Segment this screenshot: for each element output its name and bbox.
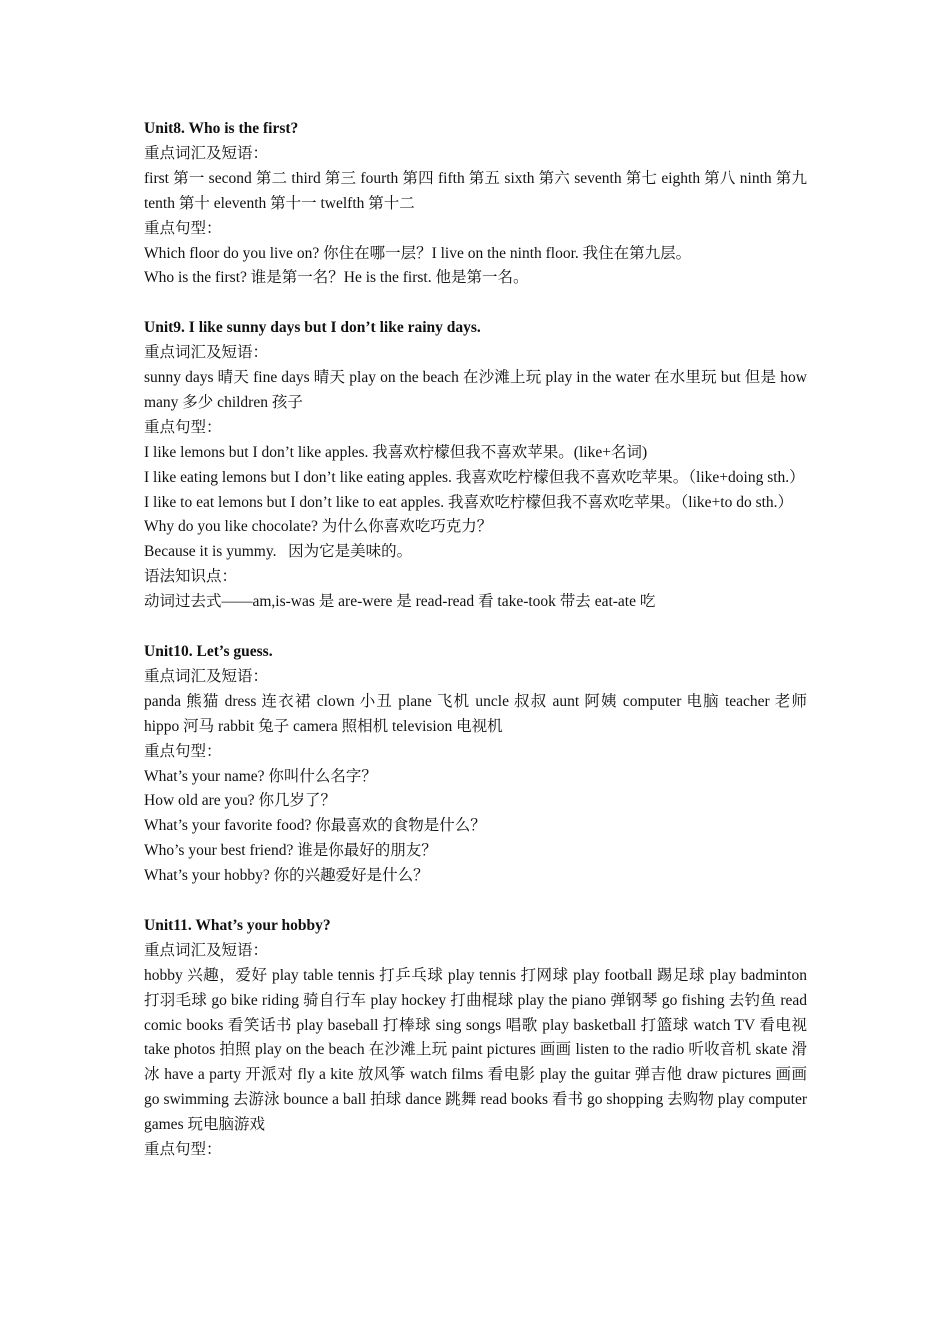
unit10-sentence: What’s your hobby? 你的兴趣爱好是什么？ — [144, 867, 429, 885]
unit8-vocab: first 第一 second 第二 third 第三 fourth 第四 fifth 第五 sixth 第六 seventh 第七 eighth 第八 ninth 第九 tenth 第十 eleventh 第十一 twelfth 第十二 — [144, 169, 807, 212]
unit11-vocab: hobby 兴趣，爱好 play table tennis 打乒乓球 play tennis 打网球 play football 踢足球 play badminton 打羽毛球 go bike riding 骑自行车 play hockey 打曲棍球 play the piano 弹钢琴 go fishing 去钓鱼 read comic books 看笑话书 play baseball 打棒球 sing songs 唱歌 play basketball 打篮球 watch TV 看电视 take photos 拍照 play on the beach 在沙滩上玩 paint pictures 画画 listen to the radio 听收音机 skate 滑冰 have a party 开派对 fly a kite 放风筝 watch films 看电影 play the guitar 弹吉他 draw pictures 画画 go swimming 去游泳 bounce a ball 拍球 dance 跳舞 read books 看书 go shopping 去购物 play computer games 玩电脑游戏 — [144, 966, 807, 1134]
unit9-title: Unit9. I like sunny days but I don’t like rainy days. — [144, 319, 481, 337]
unit9-sentence: I like eating lemons but I don’t like eating apples. 我喜欢吃柠檬但我不喜欢吃苹果。（like+doing sth.） — [144, 468, 805, 486]
grammar-item: are-were 是 — [338, 593, 412, 611]
grammar-item: read-read 看 — [415, 593, 494, 611]
unit9-sentence: Because it is yummy. 因为它是美味的。 — [144, 543, 413, 561]
unit8-sentence: Who is the first? 谁是第一名？He is the first. 他是第一名。 — [144, 269, 529, 287]
unit10-sentence-heading: 重点句型： — [144, 742, 222, 760]
document-page — [144, 117, 807, 1163]
unit11-vocab-heading: 重点词汇及短语： — [144, 941, 269, 959]
grammar-item: take-took 带去 — [497, 593, 591, 611]
unit9-sentence: I like lemons but I don’t like apples. 我喜欢柠檬但我不喜欢苹果。(like+名词) — [144, 443, 648, 461]
unit8-title: Unit8. Who is the first? — [144, 120, 299, 137]
unit8-vocab-heading: 重点词汇及短语： — [144, 144, 269, 162]
grammar-item: eat-ate 吃 — [594, 593, 656, 611]
spacer — [144, 615, 807, 640]
grammar-item: 动词过去式——am,is-was 是 — [144, 593, 335, 611]
unit8-sentence-heading: 重点句型： — [144, 219, 222, 237]
unit10-sentence: What’s your name? 你叫什么名字？ — [144, 767, 377, 785]
unit11-sentence-heading: 重点句型： — [144, 1141, 222, 1159]
spacer — [144, 889, 807, 914]
unit10-title: Unit10. Let’s guess. — [144, 643, 273, 660]
unit10-vocab-heading: 重点词汇及短语： — [144, 667, 269, 685]
unit9-grammar-heading: 语法知识点： — [144, 568, 238, 586]
unit8-sentence: Which floor do you live on? 你住在哪一层？I live on the ninth floor. 我住在第九层。 — [144, 244, 692, 262]
unit10-vocab: panda 熊猫 dress 连衣裙 clown 小丑 plane 飞机 uncle 叔叔 aunt 阿姨 computer 电脑 teacher 老师 hippo 河马 rabbit 兔子 camera 照相机 television 电视机 — [144, 692, 807, 735]
unit9-vocab: sunny days 晴天 fine days 晴天 play on the beach 在沙滩上玩 play in the water 在水里玩 but 但是 how many 多少 children 孩子 — [144, 369, 807, 411]
unit9-sentence: I like to eat lemons but I don’t like to eat apples. 我喜欢吃柠檬但我不喜欢吃苹果。（like+to do sth.） — [144, 493, 794, 511]
unit9-grammar — [144, 590, 807, 615]
unit10-sentence: Who’s your best friend? 谁是你最好的朋友？ — [144, 842, 437, 860]
unit9-sentence: Why do you like chocolate? 为什么你喜欢吃巧克力？ — [144, 518, 493, 536]
unit10-sentence: How old are you? 你几岁了？ — [144, 792, 336, 810]
unit10-sentence: What’s your favorite food? 你最喜欢的食物是什么？ — [144, 817, 486, 835]
unit11-title: Unit11. What’s your hobby? — [144, 916, 331, 934]
unit9-vocab-heading: 重点词汇及短语： — [144, 344, 269, 362]
spacer — [144, 291, 807, 316]
unit9-sentence-heading: 重点句型： — [144, 418, 222, 436]
